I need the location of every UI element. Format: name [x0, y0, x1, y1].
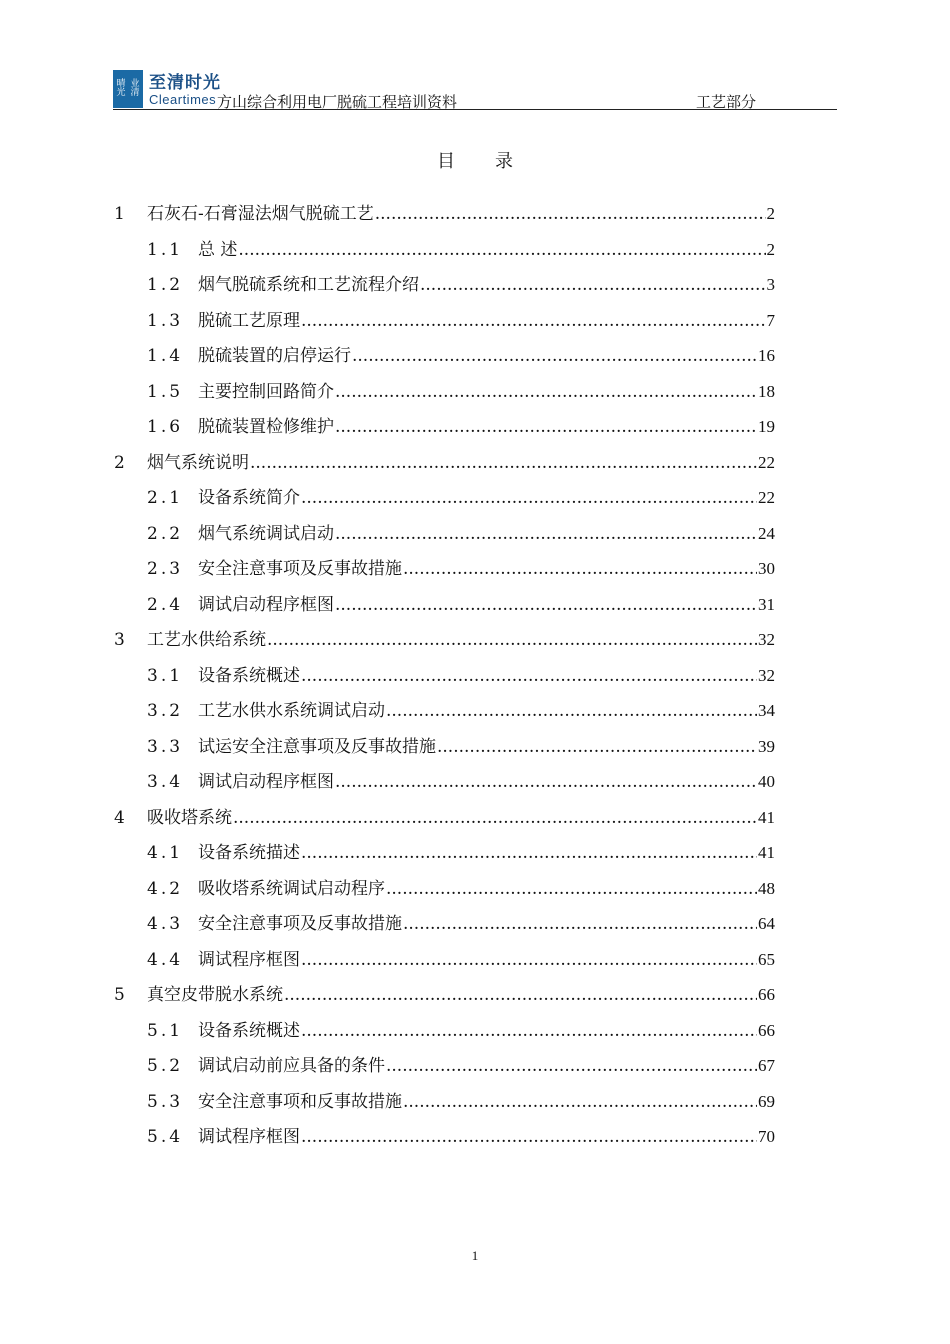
toc-entry-number: 1.6 — [147, 417, 184, 437]
toc-leader-dots — [250, 451, 757, 475]
toc-entry-page: 66 — [758, 985, 775, 1004]
toc-entry-page: 66 — [758, 1021, 775, 1040]
toc-entry[interactable] — [147, 380, 775, 404]
toc-entry[interactable] — [147, 948, 775, 972]
toc-entry-number: 1.5 — [147, 382, 184, 402]
toc-entry-title: 吸收塔系统 — [147, 808, 232, 828]
toc-entry-number: 4 — [114, 808, 125, 828]
toc-entry-number: 4.3 — [147, 914, 184, 934]
toc-entry-number: 2.4 — [147, 595, 184, 615]
toc-leader-dots — [420, 273, 766, 297]
toc-leader-dots — [386, 877, 757, 901]
toc-entry-page: 18 — [758, 382, 775, 401]
logo-glyph: 清 — [130, 88, 140, 98]
toc-entry-page: 24 — [758, 524, 775, 543]
toc-leader-dots — [301, 948, 757, 972]
toc-entry-title: 设备系统概述 — [198, 1021, 300, 1041]
toc-entry-title: 调试程序框图 — [198, 1127, 300, 1147]
toc-entry-page: 2 — [766, 204, 775, 223]
toc-entry[interactable] — [147, 1019, 775, 1043]
toc-entry-title: 安全注意事项和反事故措施 — [198, 1092, 402, 1112]
toc-entry-number: 1.3 — [147, 311, 184, 331]
toc-entry-number: 5.1 — [147, 1021, 184, 1041]
toc-entry-title: 设备系统简介 — [198, 488, 300, 508]
toc-entry[interactable] — [147, 486, 775, 510]
toc-entry-title: 脱硫装置检修维护 — [198, 417, 334, 437]
toc-entry-title: 调试程序框图 — [198, 950, 300, 970]
toc-entry-number: 4.2 — [147, 879, 184, 899]
toc-entry[interactable] — [147, 1125, 775, 1149]
toc-entry-number: 3 — [114, 630, 125, 650]
toc-entry[interactable] — [147, 522, 775, 546]
toc-leader-dots — [375, 202, 766, 226]
toc-entry-page: 65 — [758, 950, 775, 969]
toc-entry-page: 31 — [758, 595, 775, 614]
toc-leader-dots — [301, 1019, 757, 1043]
toc-entry[interactable] — [147, 770, 775, 794]
header-divider — [113, 109, 837, 110]
toc-entry-number: 3.4 — [147, 772, 184, 792]
toc-leader-dots — [335, 522, 757, 546]
toc-leader-dots — [335, 770, 757, 794]
toc-leader-dots — [352, 344, 757, 368]
toc-entry-number: 2 — [114, 453, 125, 473]
toc-entry[interactable] — [147, 735, 775, 759]
toc-entry-page: 64 — [758, 914, 775, 933]
toc-entry-page: 41 — [758, 808, 775, 827]
logo-glyph: 晴 — [116, 79, 126, 89]
toc-leader-dots — [335, 415, 757, 439]
toc-entry[interactable] — [147, 344, 775, 368]
toc-entry[interactable] — [147, 273, 775, 297]
toc-entry-number: 2.1 — [147, 488, 184, 508]
page-number: 1 — [471, 1248, 479, 1263]
toc-entry-number: 3.1 — [147, 666, 184, 686]
toc-entry[interactable] — [114, 983, 775, 1007]
toc-entry-page: 7 — [766, 311, 775, 330]
toc-entry-page: 40 — [758, 772, 775, 791]
toc-entry-number: 3.3 — [147, 737, 184, 757]
toc-entry-page: 3 — [766, 275, 775, 294]
toc-entry-title: 烟气系统调试启动 — [198, 524, 334, 544]
cleartimes-logo — [113, 70, 143, 108]
toc-leader-dots — [284, 983, 757, 1007]
toc-heading: 目录 — [437, 151, 553, 172]
toc-entry[interactable] — [114, 628, 775, 652]
toc-entry-title: 烟气脱硫系统和工艺流程介绍 — [198, 275, 419, 295]
toc-leader-dots — [301, 486, 757, 510]
toc-entry[interactable] — [147, 664, 775, 688]
toc-entry-title: 真空皮带脱水系统 — [147, 985, 283, 1005]
page-header — [113, 66, 837, 110]
toc-entry-page: 67 — [758, 1056, 775, 1075]
toc-entry[interactable] — [147, 699, 775, 723]
toc-leader-dots — [301, 309, 766, 333]
toc-entry-title: 设备系统描述 — [198, 843, 300, 863]
brand-name-en: Cleartimes — [149, 92, 217, 107]
toc-entry-title: 脱硫装置的启停运行 — [198, 346, 351, 366]
toc-entry-title: 调试启动前应具备的条件 — [198, 1056, 385, 1076]
toc-entry-page: 30 — [758, 559, 775, 578]
toc-entry-page: 41 — [758, 843, 775, 862]
document-title: 方山综合利用电厂脱硫工程培训资料 — [217, 93, 458, 111]
toc-entry-title: 工艺水供水系统调试启动 — [198, 701, 385, 721]
toc-entry-number: 1.2 — [147, 275, 184, 295]
toc-entry-number: 5.4 — [147, 1127, 184, 1147]
toc-leader-dots — [335, 593, 757, 617]
toc-entry-number: 2.3 — [147, 559, 184, 579]
toc-entry[interactable] — [147, 415, 775, 439]
toc-entry-number: 3.2 — [147, 701, 184, 721]
toc-entry-page: 70 — [758, 1127, 775, 1146]
toc-entry[interactable] — [147, 1090, 775, 1114]
toc-entry-page: 32 — [758, 630, 775, 649]
toc-entry-page: 16 — [758, 346, 775, 365]
toc-leader-dots — [238, 238, 765, 262]
toc-entry-number: 5.3 — [147, 1092, 184, 1112]
toc-entry[interactable] — [147, 309, 775, 333]
logo-glyph: 光 — [116, 88, 126, 98]
toc-entry[interactable] — [147, 557, 775, 581]
brand-name-cn: 至清时光 — [149, 73, 221, 93]
toc-entry-title: 石灰石-石膏湿法烟气脱硫工艺 — [147, 204, 374, 224]
toc-entry-number: 5 — [114, 985, 125, 1005]
toc-leader-dots — [335, 380, 757, 404]
toc-entry-title: 调试启动程序框图 — [198, 772, 334, 792]
toc-entry-title: 安全注意事项及反事故措施 — [198, 559, 402, 579]
toc-entry-title: 试运安全注意事项及反事故措施 — [198, 737, 436, 757]
toc-entry-number: 1 — [114, 204, 125, 224]
toc-entry-page: 22 — [758, 453, 775, 472]
toc-entry-page: 69 — [758, 1092, 775, 1111]
toc-entry-page: 48 — [758, 879, 775, 898]
toc-entry-number: 5.2 — [147, 1056, 184, 1076]
toc-entry[interactable] — [114, 451, 775, 475]
toc-entry-page: 22 — [758, 488, 775, 507]
toc-leader-dots — [403, 557, 757, 581]
toc-entry-number: 1.1 — [147, 240, 184, 260]
toc-leader-dots — [437, 735, 757, 759]
toc-leader-dots — [386, 699, 757, 723]
toc-entry-title: 工艺水供给系统 — [147, 630, 266, 650]
toc-leader-dots — [267, 628, 757, 652]
toc-entry[interactable] — [114, 202, 775, 226]
toc-entry-title: 调试启动程序框图 — [198, 595, 334, 615]
toc-entry[interactable] — [147, 841, 775, 865]
toc-entry-title: 主要控制回路简介 — [198, 382, 334, 402]
toc-entry-number: 2.2 — [147, 524, 184, 544]
toc-entry-title: 安全注意事项及反事故措施 — [198, 914, 402, 934]
toc-entry[interactable] — [147, 877, 775, 901]
toc-entry-number: 4.4 — [147, 950, 184, 970]
section-name: 工艺部分 — [696, 93, 757, 111]
toc-leader-dots — [233, 806, 757, 830]
toc-entry[interactable] — [147, 912, 775, 936]
toc-entry[interactable] — [114, 806, 775, 830]
toc-entry[interactable] — [147, 238, 775, 262]
toc-leader-dots — [301, 1125, 757, 1149]
toc-entry-page: 2 — [766, 240, 775, 259]
toc-entry-title: 脱硫工艺原理 — [198, 311, 300, 331]
toc-entry-title: 吸收塔系统调试启动程序 — [198, 879, 385, 899]
toc-leader-dots — [403, 1090, 757, 1114]
toc-entry-page: 39 — [758, 737, 775, 756]
toc-entry-page: 19 — [758, 417, 775, 436]
toc-leader-dots — [403, 912, 757, 936]
toc-entry-page: 34 — [758, 701, 775, 720]
toc-entry-page: 32 — [758, 666, 775, 685]
toc-entry[interactable] — [147, 1054, 775, 1078]
toc-entry-number: 1.4 — [147, 346, 184, 366]
toc-leader-dots — [386, 1054, 757, 1078]
toc-leader-dots — [301, 841, 757, 865]
toc-entry-title: 设备系统概述 — [198, 666, 300, 686]
toc-entry-title: 总 述 — [198, 240, 238, 260]
toc-leader-dots — [301, 664, 757, 688]
toc-entry-number: 4.1 — [147, 843, 184, 863]
toc-entry-title: 烟气系统说明 — [147, 453, 249, 473]
toc-entry[interactable] — [147, 593, 775, 617]
logo-glyph: 业 — [130, 79, 140, 89]
